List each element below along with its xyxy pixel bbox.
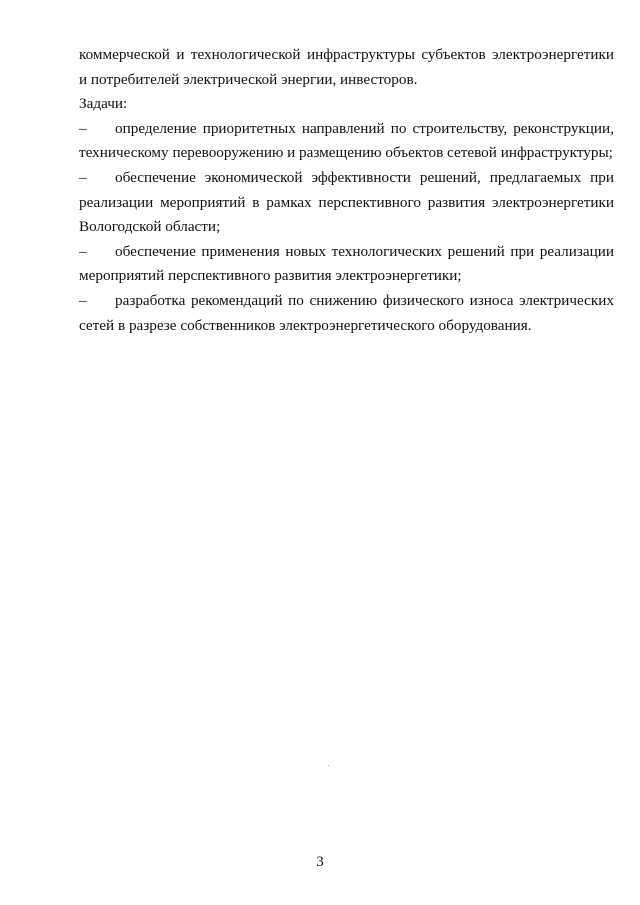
bullet-dash: – [79,168,87,186]
bullet-dash: – [79,242,87,260]
task-text-continuation: техническому перевооружению и размещению объектов сетевой инфраструктуры; [79,144,613,162]
task-text-continuation: мероприятий перспективного развития электроэнергетики; [79,267,462,285]
task-text: разработка рекомендаций по снижению физического износа электрических [115,291,614,309]
body-text [79,43,614,338]
task-text: определение приоритетных направлений по строительству, реконструкции, [115,119,614,137]
task-item [79,117,614,166]
task-text: обеспечение экономической эффективности решений, предлагаемых при [115,168,614,186]
bullet-dash: – [79,119,87,137]
task-text-continuation: сетей в разрезе собственников электроэнергетического оборудования. [79,316,532,334]
page-number: 3 [316,854,324,870]
bullet-dash: – [79,291,87,309]
task-text-continuation: реализации мероприятий в рамках перспективного развития электроэнергетики [79,193,614,211]
task-item [79,240,614,289]
task-item [79,166,614,240]
task-item [79,289,614,338]
scan-speck [328,765,329,766]
task-text: обеспечение применения новых технологических решений при реализации [115,242,614,260]
task-text-continuation: Вологодской области; [79,218,221,236]
tasks-heading: Задачи: [79,95,128,113]
text-line: коммерческой и технологической инфраструктуры субъектов электроэнергетики [79,46,614,63]
intro-paragraph [79,43,614,92]
text-line: и потребителей электрической энергии, инвесторов. [79,70,418,88]
